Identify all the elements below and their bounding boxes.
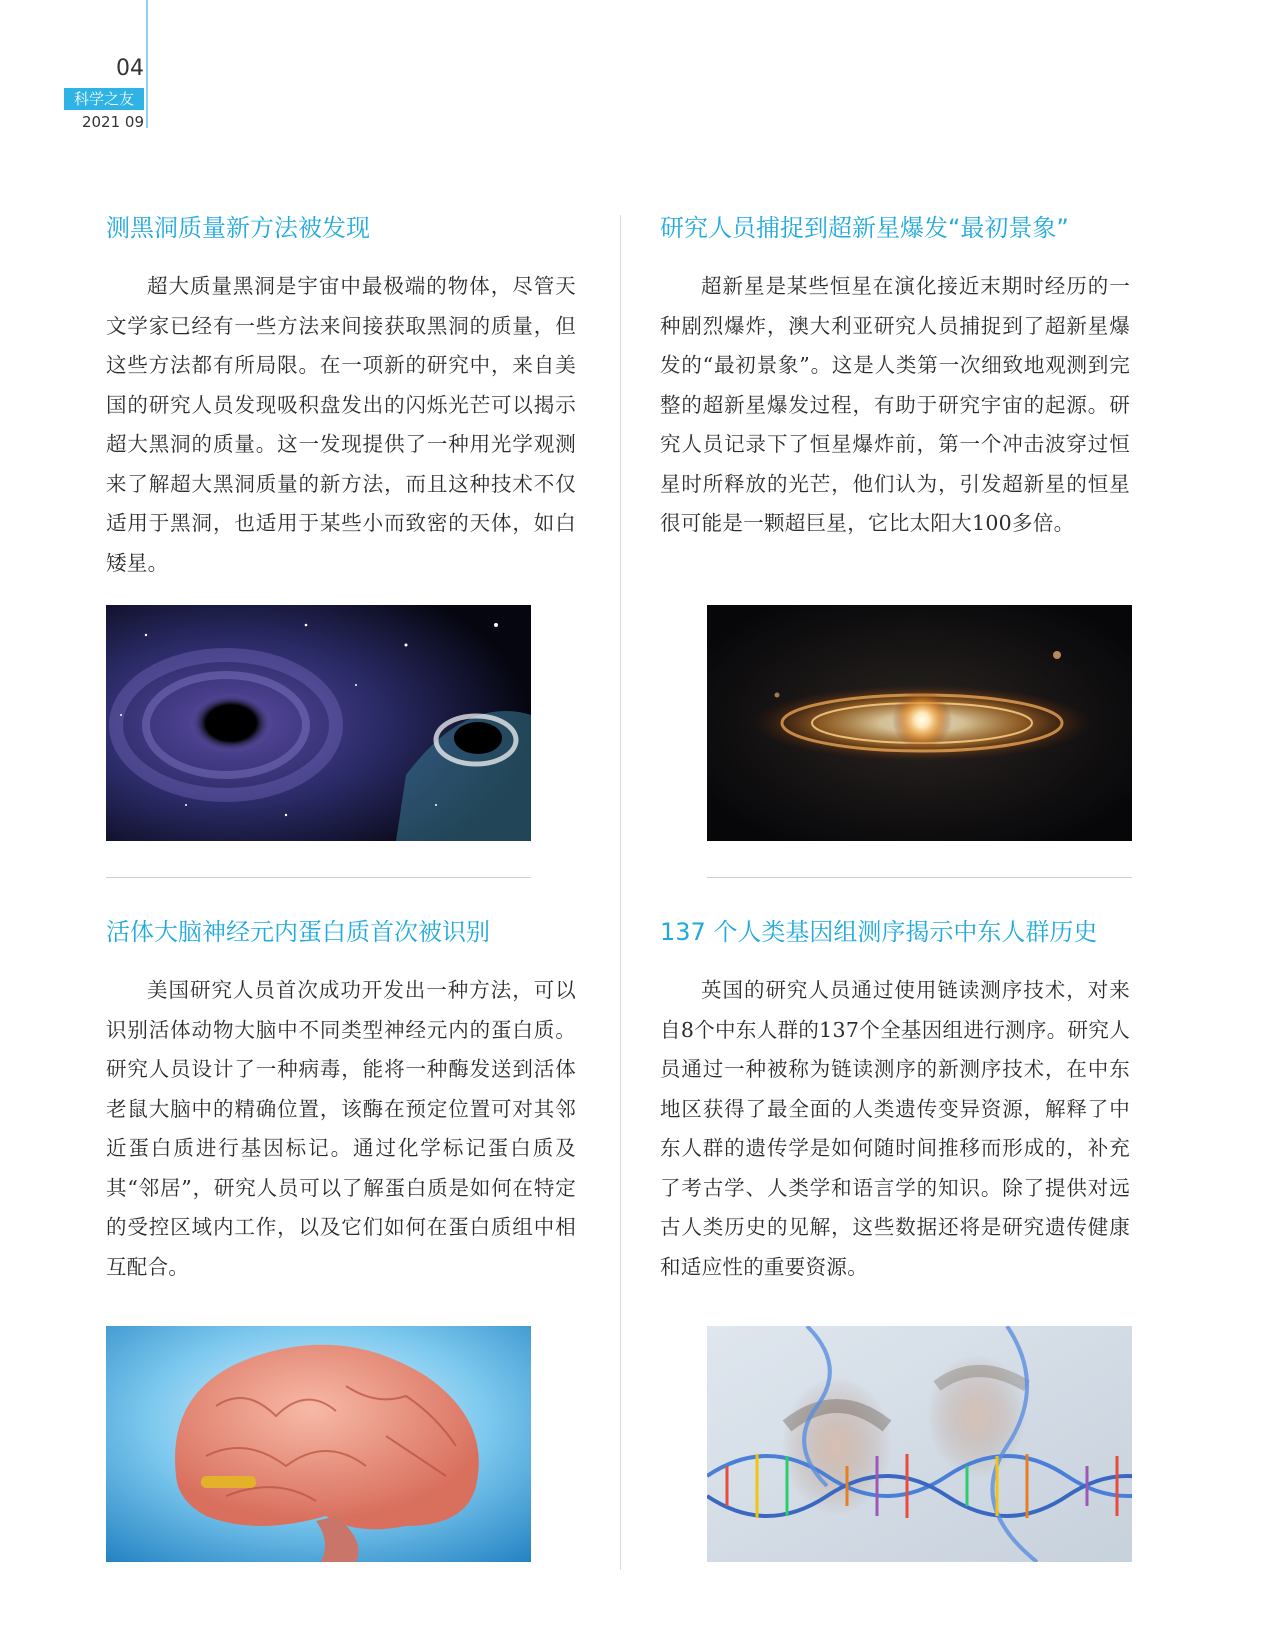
article-black-hole (106, 213, 576, 583)
article-genome (660, 917, 1130, 1287)
black-hole-image (106, 605, 531, 841)
supernova-image (707, 605, 1132, 841)
article-title: 活体大脑神经元内蛋白质首次被识别 (106, 918, 490, 946)
article-title: 137 个人类基因组测序揭示中东人群历史 (660, 918, 1098, 946)
article-supernova (660, 213, 1130, 544)
magazine-name: 科学之友 (64, 88, 144, 110)
page-number: 04 (116, 56, 144, 81)
issue-date: 2021 09 (81, 113, 144, 131)
article-brain (106, 917, 576, 1287)
article-title: 研究人员捕捉到超新星爆发“最初景象” (660, 214, 1069, 242)
dna-researchers-image (707, 1326, 1132, 1562)
article-body: 美国研究人员首次成功开发出一种方法，可以识别活体动物大脑中不同类型神经元内的蛋白质。研究人员设计了一种病毒，能将一种酶发送到活体老鼠大脑中的精确位置，该酶在预定位置可对其邻近蛋白质进行基因标记。通过化学标记蛋白质及其“邻居”，研究人员可以了解蛋白质是如何在特定的受控区域内工作，以及它们如何在蛋白质组中相互配合。 (106, 978, 576, 1279)
header-rule (146, 0, 148, 128)
article-body: 超新星是某些恒星在演化接近末期时经历的一种剧烈爆炸，澳大利亚研究人员捕捉到了超新星爆发的“最初景象”。这是人类第一次细致地观测到完整的超新星爆发过程，有助于研究宇宙的起源。研究人员记录下了恒星爆炸前，第一个冲击波穿过恒星时所释放的光芒，他们认为，引发超新星的恒星很可能是一颗超巨星，它比太阳大100多倍。 (660, 274, 1130, 535)
article-body: 超大质量黑洞是宇宙中最极端的物体，尽管天文学家已经有一些方法来间接获取黑洞的质量，但这些方法都有所局限。在一项新的研究中，来自美国的研究人员发现吸积盘发出的闪烁光芒可以揭示超大黑洞的质量。这一发现提供了一种用光学观测来了解超大黑洞质量的新方法，而且这种技术不仅适用于黑洞，也适用于某些小而致密的天体，如白矮星。 (106, 274, 576, 575)
article-body: 英国的研究人员通过使用链读测序技术，对来自8个中东人群的137个全基因组进行测序。研究人员通过一种被称为链读测序的新测序技术，在中东地区获得了最全面的人类遗传变异资源，解释了中东人群的遗传学是如何随时间推移而形成的，补充了考古学、人类学和语言学的知识。除了提供对远古人类历史的见解，这些数据还将是研究遗传健康和适应性的重要资源。 (660, 978, 1130, 1279)
column-divider (620, 215, 621, 1570)
brain-image (106, 1326, 531, 1562)
separator (707, 877, 1132, 878)
separator (106, 877, 531, 878)
article-title: 测黑洞质量新方法被发现 (106, 214, 370, 242)
